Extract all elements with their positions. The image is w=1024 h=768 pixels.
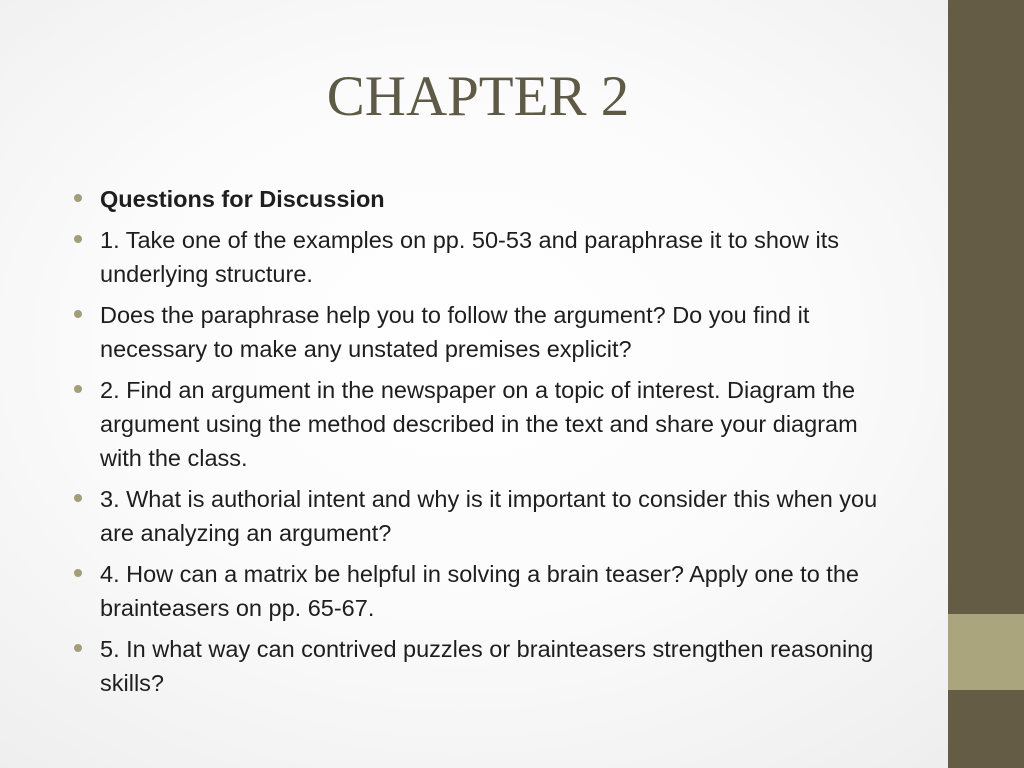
bullet-dot-icon <box>74 235 82 243</box>
bullet-item <box>100 482 900 550</box>
bullet-heading: Questions for Discussion <box>100 186 385 212</box>
bullet-list <box>100 182 900 707</box>
bullet-dot-icon <box>74 385 82 393</box>
bullet-dot-icon <box>74 494 82 502</box>
bullet-dot-icon <box>74 569 82 577</box>
slide-title: CHAPTER 2 <box>326 65 630 128</box>
bullet-text: 2. Find an argument in the newspaper on a topic of interest. Diagram the argument using the method described in the text and share your diagram with the class. <box>100 377 858 471</box>
bullet-text: 3. What is authorial intent and why is it important to consider this when you are analyzing an argument? <box>100 486 878 546</box>
bullet-item <box>100 223 900 291</box>
bullet-item <box>100 373 900 475</box>
bullet-item <box>100 298 900 366</box>
bullet-text: Does the paraphrase help you to follow the argument? Do you find it necessary to make any unstated premises explicit? <box>100 302 810 362</box>
bullet-dot-icon <box>74 194 82 202</box>
bullet-text: 4. How can a matrix be helpful in solving a brain teaser? Apply one to the brainteasers on pp. 65-67. <box>100 561 859 621</box>
bullet-text: 1. Take one of the examples on pp. 50-53 and paraphrase it to show its underlying structure. <box>100 227 839 287</box>
decorative-side-accent <box>948 614 1024 690</box>
bullet-dot-icon <box>74 310 82 318</box>
bullet-item <box>100 632 900 700</box>
bullet-text: 5. In what way can contrived puzzles or brainteasers strengthen reasoning skills? <box>100 636 874 696</box>
bullet-item <box>100 182 900 216</box>
bullet-item <box>100 557 900 625</box>
bullet-dot-icon <box>74 644 82 652</box>
